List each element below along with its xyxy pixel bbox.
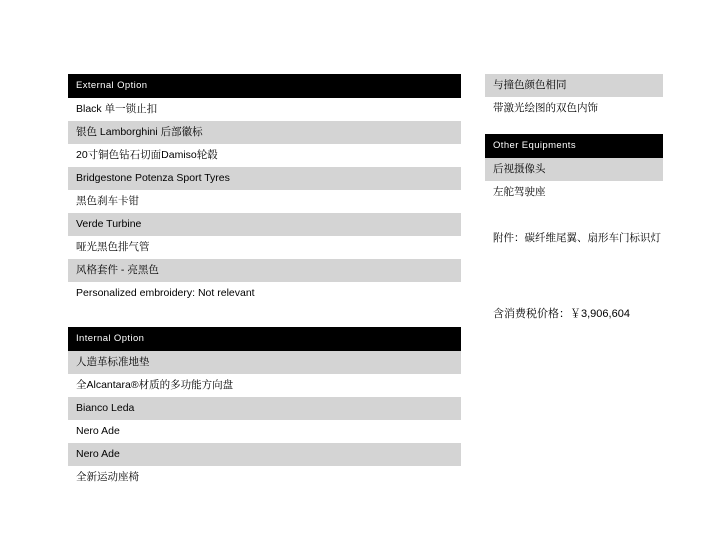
list-item: 人造革标准地垫 bbox=[68, 351, 461, 374]
list-item: 银色 Lamborghini 后部徽标 bbox=[68, 121, 461, 144]
accessory-note: 附件：碳纤维尾翼、扇形车门标识灯 bbox=[493, 232, 661, 244]
list-item: Bridgestone Potenza Sport Tyres bbox=[68, 167, 461, 190]
list-item: Verde Turbine bbox=[68, 213, 461, 236]
list-item: 哑光黑色排气管 bbox=[68, 236, 461, 259]
list-item: 全Alcantara®材质的多功能方向盘 bbox=[68, 374, 461, 397]
section-spacer bbox=[485, 271, 663, 293]
list-item: 风格套件 - 亮黑色 bbox=[68, 259, 461, 282]
list-item: 左舵驾驶座 bbox=[485, 181, 663, 204]
list-item: Nero Ade bbox=[68, 443, 461, 466]
list-item: 20寸铜色钻石切面Damiso轮毂 bbox=[68, 144, 461, 167]
section-spacer bbox=[485, 120, 663, 134]
external-option-header: External Option bbox=[68, 74, 461, 98]
section-spacer bbox=[485, 249, 663, 271]
list-item: 后视摄像头 bbox=[485, 158, 663, 181]
internal-option-header: Internal Option bbox=[68, 327, 461, 351]
section-spacer bbox=[485, 293, 663, 301]
list-item: Black 单一锁止扣 bbox=[68, 98, 461, 121]
list-item: Bianco Leda bbox=[68, 397, 461, 420]
list-item: Personalized embroidery: Not relevant bbox=[68, 282, 461, 305]
list-item: Nero Ade bbox=[68, 420, 461, 443]
section-spacer bbox=[68, 305, 461, 327]
list-item: 带激光绘图的双色内饰 bbox=[485, 97, 663, 120]
left-column bbox=[68, 74, 461, 489]
other-equipments-header: Other Equipments bbox=[485, 134, 663, 158]
price-label: 含消费税价格：￥3,906,604 bbox=[493, 308, 630, 320]
list-item: 全新运动座椅 bbox=[68, 466, 461, 489]
list-item: 与撞色颜色相同 bbox=[485, 74, 663, 97]
section-spacer bbox=[485, 204, 663, 226]
right-column bbox=[485, 74, 663, 325]
list-item: 黑色刹车卡钳 bbox=[68, 190, 461, 213]
